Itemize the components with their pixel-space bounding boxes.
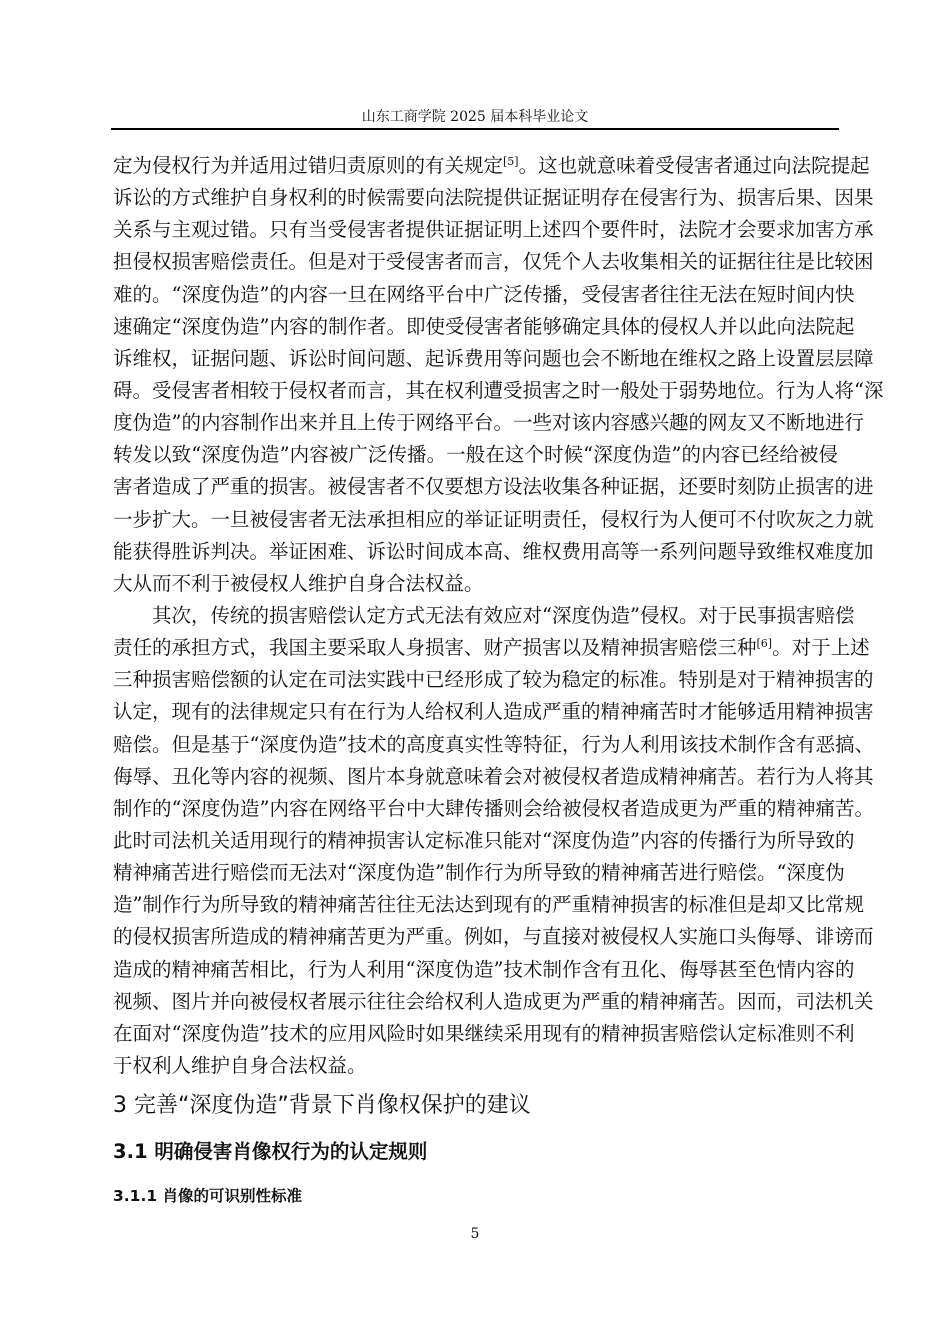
text-segment: 一步扩大。一旦被侵害者无法承担相应的举证证明责任，侵权行为人便可不付吹灰之力就: [113, 507, 874, 531]
text-line: [113, 1050, 838, 1082]
text-segment: 三种损害赔偿额的认定在司法实践中已经形成了较为稳定的标准。特别是对于精神损害的: [113, 668, 874, 692]
citation-ref[interactable]: [6]: [756, 637, 773, 651]
text-segment: 难的。“深度伪造”的内容一旦在网络平台中广泛传播，受侵害者往往无法在短时间内快: [113, 282, 855, 306]
text-segment: 碍。受侵害者相较于侵权者而言，其在权利遭受损害之时一般处于弱势地位。行为人将“深: [113, 378, 884, 402]
text-line: [113, 857, 845, 889]
text-segment: 。这也就意味着受侵害者通过向法院提起: [518, 154, 870, 177]
text-segment: 诉维权，证据问题、诉讼时间问题、起诉费用等问题也会不断地在维权之路上设置层层障: [113, 346, 874, 370]
text-segment: 视频、图片并向被侵权者展示往往会给权利人造成更为严重的精神痛苦。因而，司法机关: [113, 989, 874, 1013]
text-segment: 转发以致“深度伪造”内容被广泛传播。一般在这个时候“深度伪造”的内容已经给被侵: [113, 443, 838, 467]
text-line: [113, 825, 855, 857]
text-segment: 认定，现有的法律规定只有在行为人给权利人造成严重的精神痛苦时才能够适用精神损害: [113, 700, 874, 724]
text-segment: 于权利人维护自身合法权益。: [113, 1053, 367, 1077]
text-line: [113, 279, 855, 311]
text-segment: 的侵权损害所造成的精神痛苦更为严重。例如，与直接对被侵权人实施口头侮辱、诽谤而: [113, 925, 874, 949]
text-line: [113, 536, 874, 568]
text-line: [113, 793, 874, 825]
text-line: [113, 439, 838, 471]
text-line: [113, 986, 874, 1018]
text-segment: 造成的精神痛苦相比，行为人利用“深度伪造”技术制作含有丑化、侮辱甚至色情内容的: [113, 957, 855, 981]
text-line: [113, 1018, 855, 1050]
text-line: [113, 375, 884, 407]
text-line: [113, 761, 874, 793]
text-line: [113, 311, 855, 343]
text-line: [113, 407, 864, 439]
text-segment: 定为侵权行为并适用过错归责原则的有关规定: [113, 154, 504, 177]
text-segment: 制作的“深度伪造”内容在网络平台中大肆传播则会给被侵权者造成更为严重的精神痛苦。: [113, 796, 874, 820]
text-segment: 大从而不利于被侵权人维护自身合法权益。: [113, 571, 484, 595]
text-segment: 关系与主观过错。只有当受侵害者提供证据证明上述四个要件时，法院才会要求加害方承: [113, 218, 874, 242]
citation-ref[interactable]: [5]: [503, 155, 519, 168]
text-segment: 责任的承担方式，我国主要采取人身损害、财产损害以及精神损害赔偿三种: [113, 636, 757, 660]
header-rule: [111, 128, 839, 130]
text-segment: 速确定“深度伪造”内容的制作者。即使受侵害者能够确定具体的侵权人并以此向法院起: [113, 314, 855, 338]
text-segment: 精神痛苦进行赔偿而无法对“深度伪造”制作行为所导致的精神痛苦进行赔偿。“深度伪: [113, 861, 845, 885]
text-line: [113, 568, 838, 600]
text-line: [113, 471, 874, 503]
text-line: [113, 889, 864, 921]
text-segment: 造”制作行为所导致的精神痛苦往往无法达到现有的严重精神损害的标准但是却又比常规: [113, 893, 864, 917]
page-header: 山东工商学院 2025 届本科毕业论文: [361, 109, 589, 125]
page-number: 5: [470, 1226, 480, 1242]
text-line: [113, 600, 855, 632]
text-segment: 。对于上述: [772, 636, 870, 660]
subsubsection-heading: 3.1.1 肖像的可识别性标准: [113, 1187, 303, 1205]
text-segment: 其次，传统的损害赔偿认定方式无法有效应对“深度伪造”侵权。对于民事损害赔偿: [152, 603, 855, 627]
text-segment: 在面对“深度伪造”技术的应用风险时如果继续采用现有的精神损害赔偿认定标准则不利: [113, 1021, 855, 1045]
text-segment: 度伪造”的内容制作出来并且上传于网络平台。一些对该内容感兴趣的网友又不断地进行: [113, 411, 864, 435]
text-line: [113, 246, 874, 278]
text-line: [113, 921, 874, 953]
body-text: [113, 150, 884, 1082]
text-line: [113, 214, 874, 246]
text-line: [113, 632, 870, 664]
text-line: [113, 696, 874, 728]
text-segment: 担侵权损害赔偿责任。但是对于受侵害者而言，仅凭个人去收集相关的证据往往是比较困: [113, 250, 874, 274]
text-line: [113, 343, 874, 375]
text-line: [113, 729, 874, 761]
text-segment: 此时司法机关适用现行的精神损害认定标准只能对“深度伪造”内容的传播行为所导致的: [113, 828, 855, 852]
paragraph: [113, 150, 884, 600]
paragraph: [113, 600, 874, 1082]
text-segment: 害者造成了严重的损害。被侵害者不仅要想方设法收集各种证据，还要时刻防止损害的进: [113, 475, 874, 499]
text-segment: 侮辱、丑化等内容的视频、图片本身就意味着会对被侵权者造成精神痛苦。若行为人将其: [113, 764, 874, 788]
text-line: [113, 954, 855, 986]
text-segment: 赔偿。但是基于“深度伪造”技术的高度真实性等特征，行为人利用该技术制作含有恶搞、: [113, 732, 874, 756]
text-line: [113, 150, 870, 182]
text-line: [113, 182, 874, 214]
text-segment: 诉讼的方式维护自身权利的时候需要向法院提供证据证明存在侵害行为、损害后果、因果: [113, 186, 874, 210]
text-line: [113, 504, 874, 536]
text-segment: 能获得胜诉判决。举证困难、诉讼时间成本高、维权费用高等一系列问题导致维权难度加: [113, 539, 874, 563]
section-heading: 3 完善“深度伪造”背景下肖像权保护的建议: [113, 1093, 531, 1118]
text-line: [113, 664, 874, 696]
subsection-heading: 3.1 明确侵害肖像权行为的认定规则: [113, 1140, 428, 1163]
